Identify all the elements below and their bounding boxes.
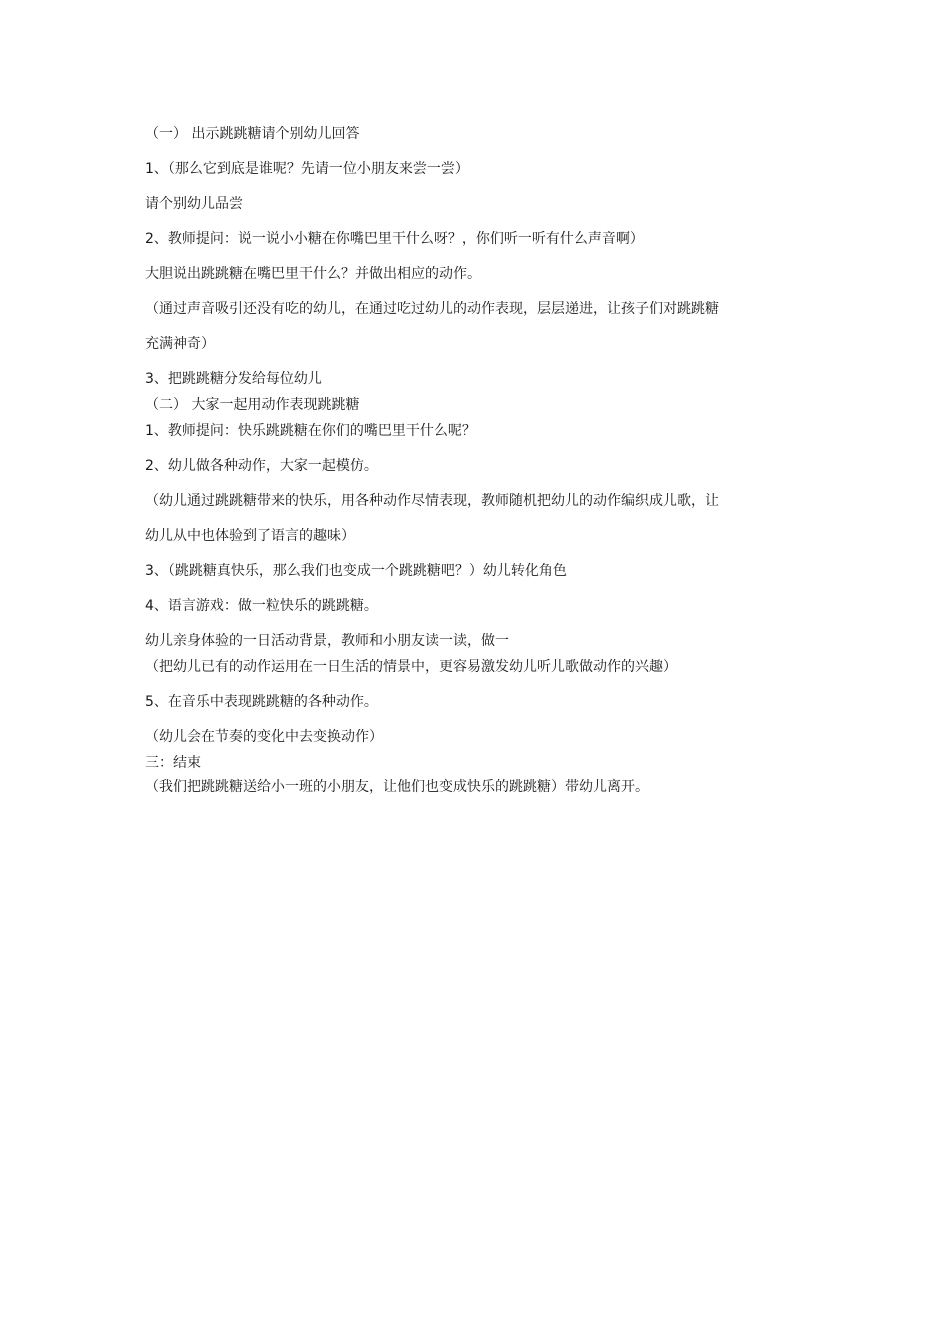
paragraph-line: （把幼儿已有的动作运用在一日生活的情景中，更容易激发幼儿听儿歌做动作的兴趣） bbox=[145, 659, 677, 675]
paragraph-line: 3、（跳跳糖真快乐，那么我们也变成一个跳跳糖吧？）幼儿转化角色 bbox=[145, 563, 567, 579]
paragraph-line: （通过声音吸引还没有吃的幼儿，在通过吃过幼儿的动作表现，层层递进，让孩子们对跳跳糖 bbox=[145, 301, 719, 317]
paragraph-line: （幼儿通过跳跳糖带来的快乐，用各种动作尽情表现，教师随机把幼儿的动作编织成儿歌，让 bbox=[145, 493, 719, 509]
paragraph-line: 5、在音乐中表现跳跳糖的各种动作。 bbox=[145, 694, 378, 710]
paragraph-line: 2、教师提问：说一说小小糖在你嘴巴里干什么呀？，你们听一听有什么声音啊） bbox=[145, 231, 644, 247]
paragraph-line: 4、语言游戏：做一粒快乐的跳跳糖。 bbox=[145, 598, 378, 614]
paragraph-line: 1、（那么它到底是谁呢？先请一位小朋友来尝一尝） bbox=[145, 161, 469, 177]
paragraph-line: 充满神奇） bbox=[145, 336, 215, 352]
paragraph-line: （幼儿会在节奏的变化中去变换动作） bbox=[145, 729, 383, 745]
paragraph-line: 大胆说出跳跳糖在嘴巴里干什么？并做出相应的动作。 bbox=[145, 266, 481, 282]
section-heading-2: （二） 大家一起用动作表现跳跳糖 bbox=[145, 397, 360, 413]
paragraph-line: 1、教师提问：快乐跳跳糖在你们的嘴巴里干什么呢？ bbox=[145, 423, 476, 439]
paragraph-line: 幼儿亲身体验的一日活动背景，教师和小朋友读一读，做一 bbox=[145, 633, 509, 649]
section-heading-3: 三：结束 bbox=[145, 755, 201, 771]
paragraph-line: 幼儿从中也体验到了语言的趣味） bbox=[145, 528, 355, 544]
document-body bbox=[145, 124, 815, 797]
paragraph-line: 2、幼儿做各种动作，大家一起模仿。 bbox=[145, 458, 378, 474]
paragraph-line: （我们把跳跳糖送给小一班的小朋友，让他们也变成快乐的跳跳糖）带幼儿离开。 bbox=[145, 779, 649, 795]
section-heading-1: （一） 出示跳跳糖请个别幼儿回答 bbox=[145, 126, 360, 142]
paragraph-line: 请个别幼儿品尝 bbox=[145, 196, 243, 212]
paragraph-line: 3、把跳跳糖分发给每位幼儿 bbox=[145, 371, 322, 387]
